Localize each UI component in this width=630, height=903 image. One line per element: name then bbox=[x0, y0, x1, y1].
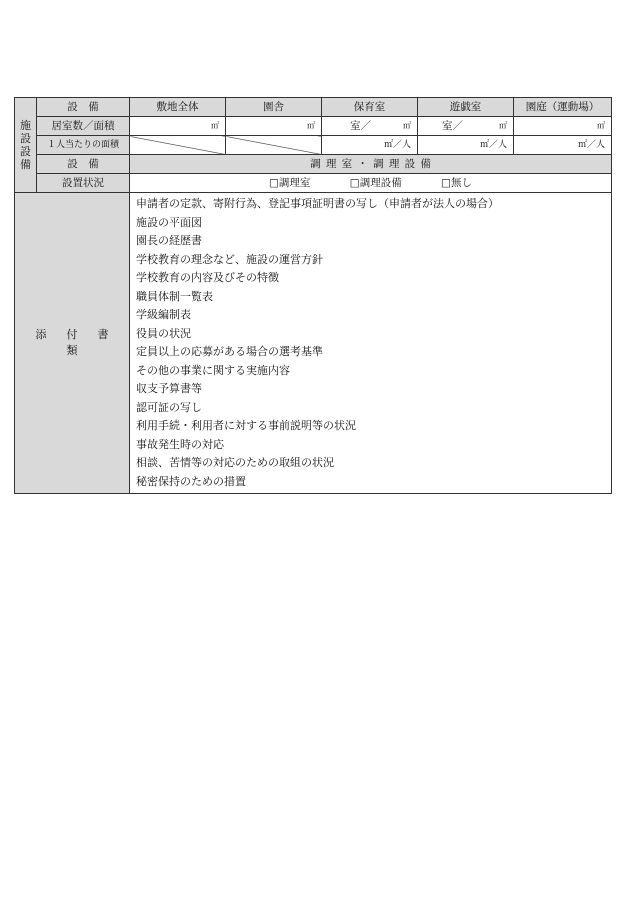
site-total-area-field[interactable]: ㎡ bbox=[130, 117, 226, 136]
facility-header-row bbox=[15, 98, 612, 117]
attachment-item: その他の事業に関する実施内容 bbox=[136, 363, 290, 377]
attachment-item: 役員の状況 bbox=[136, 326, 191, 340]
attachment-item: 定員以上の応募がある場合の選考基準 bbox=[136, 345, 323, 358]
attachment-item: 認可証の写し bbox=[136, 400, 202, 414]
nursery-room-rooms-unit: 室／ bbox=[350, 120, 371, 132]
attachment-item: 施設の平面図 bbox=[136, 215, 202, 229]
column-nursery-room: 保育室 bbox=[322, 98, 418, 117]
facility-group-label: 施 設 設 備 bbox=[15, 98, 37, 193]
kitchen-room-checkbox[interactable]: □調理室 bbox=[269, 177, 311, 189]
kitchen-header-row bbox=[15, 155, 612, 174]
attachment-item: 利用手続・利用者に対する事前説明等の状況 bbox=[136, 419, 356, 432]
column-play-room: 遊戯室 bbox=[418, 98, 514, 117]
attachment-item: 事故発生時の対応 bbox=[136, 437, 224, 451]
nursery-room-rooms-area-field[interactable] bbox=[322, 117, 418, 136]
per-person-area-row bbox=[15, 136, 612, 155]
facility-header-label: 設 備 bbox=[37, 98, 130, 117]
kitchen-status-options bbox=[130, 174, 612, 193]
building-area-field[interactable]: ㎡ bbox=[226, 117, 322, 136]
kitchen-none-checkbox[interactable]: □無し bbox=[441, 177, 472, 189]
kitchen-equipment-checkbox[interactable]: □調理設備 bbox=[349, 177, 402, 189]
column-building: 園舎 bbox=[226, 98, 322, 117]
play-room-per-person-field[interactable]: ㎡／人 bbox=[418, 136, 514, 155]
garden-area-field[interactable]: ㎡ bbox=[514, 117, 612, 136]
nursery-room-per-person-field[interactable]: ㎡／人 bbox=[322, 136, 418, 155]
rooms-area-label: 居室数／面積 bbox=[37, 117, 130, 136]
attachment-item: 学級編制表 bbox=[136, 308, 191, 321]
rooms-area-row bbox=[15, 117, 612, 136]
nursery-room-area-unit: ㎡ bbox=[403, 121, 411, 130]
attachments-row bbox=[15, 193, 612, 494]
kitchen-status-row bbox=[15, 174, 612, 193]
kitchen-header-label: 設 備 bbox=[37, 155, 130, 174]
attachment-item: 学校教育の内容及びその特徴 bbox=[136, 271, 279, 284]
kitchen-header-value: 調理室・調理設備 bbox=[130, 155, 612, 174]
attachments-list bbox=[130, 193, 612, 494]
attachment-item: 職員体制一覧表 bbox=[136, 289, 213, 303]
per-person-area-label: １人当たりの面積 bbox=[37, 136, 130, 155]
garden-per-person-field[interactable]: ㎡／人 bbox=[514, 136, 612, 155]
attachment-item: 園長の経歴書 bbox=[136, 234, 202, 247]
attachment-item: 収支予算書等 bbox=[136, 382, 202, 395]
attachment-item: 相談、苦情等の対応のための取組の状況 bbox=[136, 456, 334, 469]
attachment-item: 学校教育の理念など、施設の運営方針 bbox=[136, 252, 323, 266]
attachment-item: 申請者の定款、寄附行為、登記事項証明書の写し（申請者が法人の場合） bbox=[136, 197, 499, 210]
facility-form-table bbox=[14, 97, 612, 494]
attachments-label: 添 付 書類 bbox=[15, 193, 130, 494]
attachment-item: 秘密保持のための措置 bbox=[136, 474, 246, 488]
kitchen-status-label: 設置状況 bbox=[37, 174, 130, 193]
column-garden: 園庭（運動場） bbox=[514, 98, 612, 117]
building-per-person-na bbox=[226, 136, 322, 155]
play-room-rooms-area-field[interactable] bbox=[418, 117, 514, 136]
site-total-per-person-na bbox=[130, 136, 226, 155]
play-room-rooms-unit: 室／ bbox=[442, 120, 463, 132]
play-room-area-unit: ㎡ bbox=[499, 121, 507, 130]
column-site-total: 敷地全体 bbox=[130, 98, 226, 117]
